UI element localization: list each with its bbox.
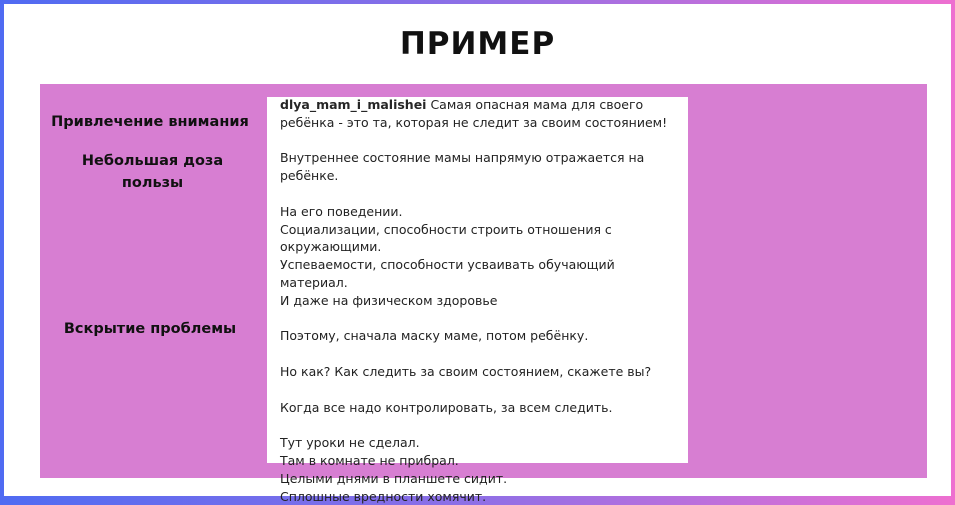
- post-username: dlya_mam_i_malishei: [280, 97, 427, 112]
- post-line: Там в комнате не прибрал.: [280, 452, 459, 468]
- post-line: На его поведении.: [280, 203, 403, 219]
- post-paragraph: Когда все надо контролировать, за всем следить.: [280, 399, 613, 415]
- post-line: Социализации, способности строить отношения с окружающими.: [280, 221, 612, 255]
- label-problems: Вскрытие проблемы: [63, 321, 237, 337]
- post-line: Успеваемости, способности усваивать обучающий материал.: [280, 257, 615, 290]
- post-paragraph: Но как? Как следить за своим состоянием, скажете вы?: [280, 363, 652, 379]
- label-benefit: [40, 150, 265, 194]
- post-line: Сплошные вредности хомячит.: [280, 488, 487, 504]
- post-intro-text: Самая опасная мама для своего ребёнка - это та, которая не следит за своим состоянием!: [280, 97, 668, 130]
- post-text: [280, 96, 680, 505]
- slide-title: ПРИМЕР: [399, 26, 556, 62]
- label-attention: Привлечение внимания: [51, 114, 249, 130]
- post-line: Тут уроки не сделал.: [280, 435, 420, 451]
- post-intro: [280, 96, 680, 132]
- label-benefit-line1: Небольшая доза: [81, 153, 224, 169]
- post-paragraph: Внутреннее состояние мамы напрямую отражается на ребёнке.: [280, 150, 645, 184]
- post-line: И даже на физическом здоровье: [280, 292, 498, 308]
- post-paragraph: Поэтому, сначала маску маме, потом ребёнку.: [280, 328, 589, 344]
- label-benefit-line2: пользы: [121, 175, 184, 191]
- post-line: Целыми днями в планшете сидит.: [280, 470, 508, 486]
- instagram-post-screenshot: [267, 97, 688, 504]
